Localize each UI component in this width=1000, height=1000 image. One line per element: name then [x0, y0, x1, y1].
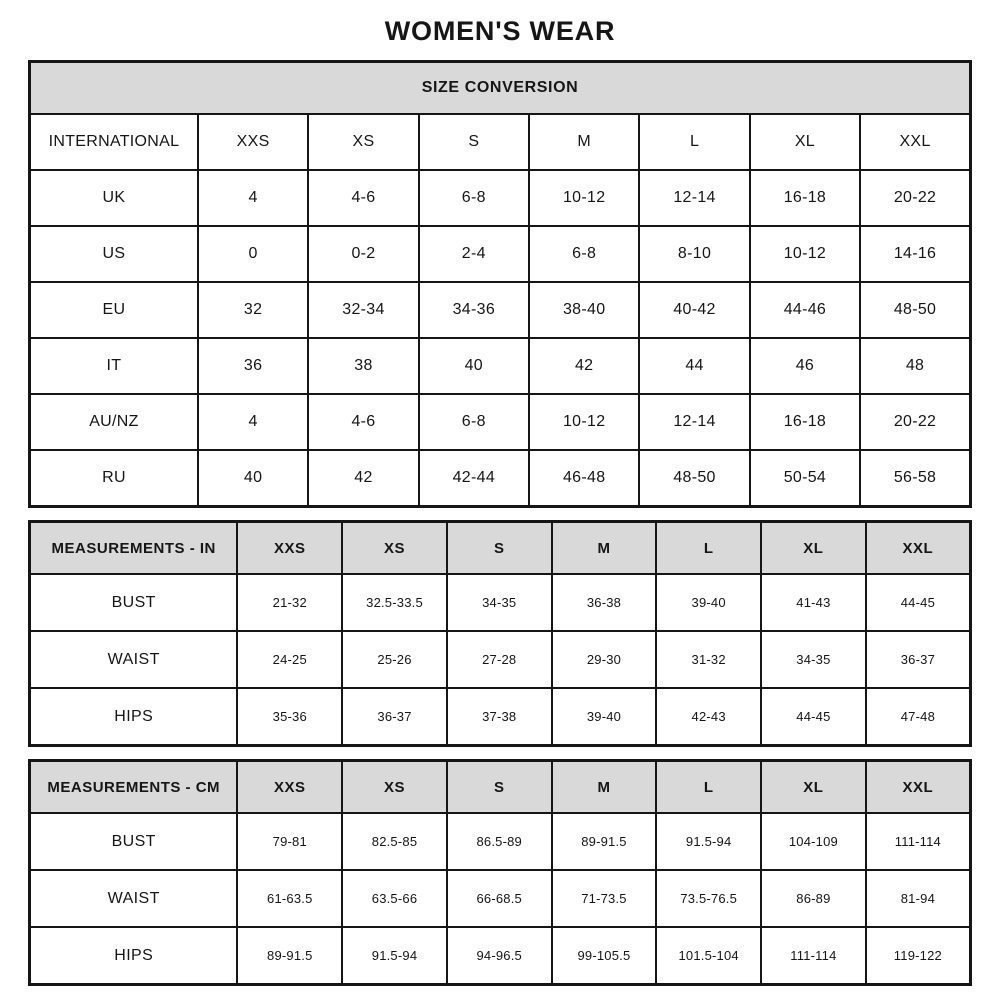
value-cell: 73.5-76.5 [656, 870, 761, 927]
value-cell: 79-81 [237, 813, 342, 870]
value-cell: 111-114 [761, 927, 866, 985]
size-conversion-table [28, 60, 972, 508]
table-row [30, 338, 971, 394]
value-cell: 4 [198, 394, 308, 450]
size-cell: XXL [866, 522, 971, 575]
size-cell: XXL [860, 114, 970, 170]
measurements-in-table [28, 520, 972, 747]
row-label: IT [30, 338, 198, 394]
value-cell: 82.5-85 [342, 813, 447, 870]
value-cell: 36 [198, 338, 308, 394]
value-cell: 50-54 [750, 450, 860, 507]
value-cell: 12-14 [639, 394, 749, 450]
value-cell: 41-43 [761, 574, 866, 631]
table-row [30, 574, 971, 631]
row-label: BUST [30, 813, 238, 870]
value-cell: 44-45 [761, 688, 866, 746]
measurements-in-header-row [30, 522, 971, 575]
value-cell: 48-50 [639, 450, 749, 507]
size-conversion-header-row [30, 62, 971, 115]
measurements-in-title: MEASUREMENTS - IN [30, 522, 238, 575]
value-cell: 101.5-104 [656, 927, 761, 985]
value-cell: 32-34 [308, 282, 418, 338]
size-cell: M [552, 522, 657, 575]
value-cell: 38 [308, 338, 418, 394]
size-cell: M [552, 761, 657, 814]
table-row [30, 870, 971, 927]
size-cell: L [656, 522, 761, 575]
value-cell: 63.5-66 [342, 870, 447, 927]
value-cell: 86-89 [761, 870, 866, 927]
value-cell: 36-38 [552, 574, 657, 631]
size-cell: XS [342, 761, 447, 814]
value-cell: 25-26 [342, 631, 447, 688]
value-cell: 44 [639, 338, 749, 394]
value-cell: 61-63.5 [237, 870, 342, 927]
size-cell: XXS [198, 114, 308, 170]
size-cell: L [639, 114, 749, 170]
table-row [30, 394, 971, 450]
value-cell: 38-40 [529, 282, 639, 338]
value-cell: 48-50 [860, 282, 970, 338]
row-label: EU [30, 282, 198, 338]
value-cell: 37-38 [447, 688, 552, 746]
table-row [30, 226, 971, 282]
value-cell: 71-73.5 [552, 870, 657, 927]
value-cell: 21-32 [237, 574, 342, 631]
size-cell: XXS [237, 522, 342, 575]
value-cell: 14-16 [860, 226, 970, 282]
value-cell: 40-42 [639, 282, 749, 338]
value-cell: 35-36 [237, 688, 342, 746]
value-cell: 32.5-33.5 [342, 574, 447, 631]
value-cell: 94-96.5 [447, 927, 552, 985]
measurements-cm-title: MEASUREMENTS - CM [30, 761, 238, 814]
value-cell: 31-32 [656, 631, 761, 688]
value-cell: 10-12 [529, 394, 639, 450]
table-row [30, 927, 971, 985]
value-cell: 4-6 [308, 170, 418, 226]
table-row [30, 170, 971, 226]
value-cell: 34-35 [761, 631, 866, 688]
value-cell: 119-122 [866, 927, 971, 985]
value-cell: 29-30 [552, 631, 657, 688]
value-cell: 2-4 [419, 226, 529, 282]
value-cell: 39-40 [656, 574, 761, 631]
size-cell: XS [342, 522, 447, 575]
value-cell: 104-109 [761, 813, 866, 870]
value-cell: 56-58 [860, 450, 970, 507]
value-cell: 66-68.5 [447, 870, 552, 927]
size-conversion-title: SIZE CONVERSION [30, 62, 971, 115]
measurements-cm-header-row [30, 761, 971, 814]
row-label: US [30, 226, 198, 282]
value-cell: 6-8 [419, 394, 529, 450]
value-cell: 4-6 [308, 394, 418, 450]
table-row [30, 631, 971, 688]
size-cell: XXL [866, 761, 971, 814]
value-cell: 12-14 [639, 170, 749, 226]
value-cell: 20-22 [860, 394, 970, 450]
size-cell: M [529, 114, 639, 170]
value-cell: 27-28 [447, 631, 552, 688]
value-cell: 91.5-94 [342, 927, 447, 985]
size-cell: S [447, 522, 552, 575]
value-cell: 42 [308, 450, 418, 507]
size-cell: XL [750, 114, 860, 170]
table-row [30, 282, 971, 338]
value-cell: 46 [750, 338, 860, 394]
value-cell: 6-8 [419, 170, 529, 226]
value-cell: 47-48 [866, 688, 971, 746]
size-cell: XL [761, 761, 866, 814]
value-cell: 111-114 [866, 813, 971, 870]
table-row [30, 114, 971, 170]
value-cell: 42 [529, 338, 639, 394]
value-cell: 6-8 [529, 226, 639, 282]
value-cell: 32 [198, 282, 308, 338]
value-cell: 34-35 [447, 574, 552, 631]
row-label: INTERNATIONAL [30, 114, 198, 170]
size-cell: S [419, 114, 529, 170]
value-cell: 99-105.5 [552, 927, 657, 985]
row-label: HIPS [30, 688, 238, 746]
size-cell: XL [761, 522, 866, 575]
row-label: WAIST [30, 631, 238, 688]
value-cell: 16-18 [750, 394, 860, 450]
value-cell: 89-91.5 [237, 927, 342, 985]
value-cell: 86.5-89 [447, 813, 552, 870]
size-cell: S [447, 761, 552, 814]
table-row [30, 813, 971, 870]
value-cell: 40 [198, 450, 308, 507]
value-cell: 10-12 [529, 170, 639, 226]
table-row [30, 450, 971, 507]
value-cell: 24-25 [237, 631, 342, 688]
row-label: RU [30, 450, 198, 507]
value-cell: 36-37 [866, 631, 971, 688]
value-cell: 44-46 [750, 282, 860, 338]
row-label: BUST [30, 574, 238, 631]
value-cell: 42-44 [419, 450, 529, 507]
table-row [30, 688, 971, 746]
value-cell: 16-18 [750, 170, 860, 226]
value-cell: 40 [419, 338, 529, 394]
value-cell: 34-36 [419, 282, 529, 338]
value-cell: 46-48 [529, 450, 639, 507]
value-cell: 48 [860, 338, 970, 394]
size-cell: L [656, 761, 761, 814]
value-cell: 39-40 [552, 688, 657, 746]
value-cell: 81-94 [866, 870, 971, 927]
row-label: UK [30, 170, 198, 226]
value-cell: 91.5-94 [656, 813, 761, 870]
value-cell: 0-2 [308, 226, 418, 282]
size-cell: XXS [237, 761, 342, 814]
measurements-cm-table [28, 759, 972, 986]
row-label: WAIST [30, 870, 238, 927]
value-cell: 4 [198, 170, 308, 226]
row-label: AU/NZ [30, 394, 198, 450]
value-cell: 8-10 [639, 226, 749, 282]
row-label: HIPS [30, 927, 238, 985]
size-cell: XS [308, 114, 418, 170]
value-cell: 89-91.5 [552, 813, 657, 870]
value-cell: 36-37 [342, 688, 447, 746]
value-cell: 44-45 [866, 574, 971, 631]
page-title: WOMEN'S WEAR [384, 16, 616, 46]
value-cell: 0 [198, 226, 308, 282]
value-cell: 42-43 [656, 688, 761, 746]
value-cell: 20-22 [860, 170, 970, 226]
value-cell: 10-12 [750, 226, 860, 282]
